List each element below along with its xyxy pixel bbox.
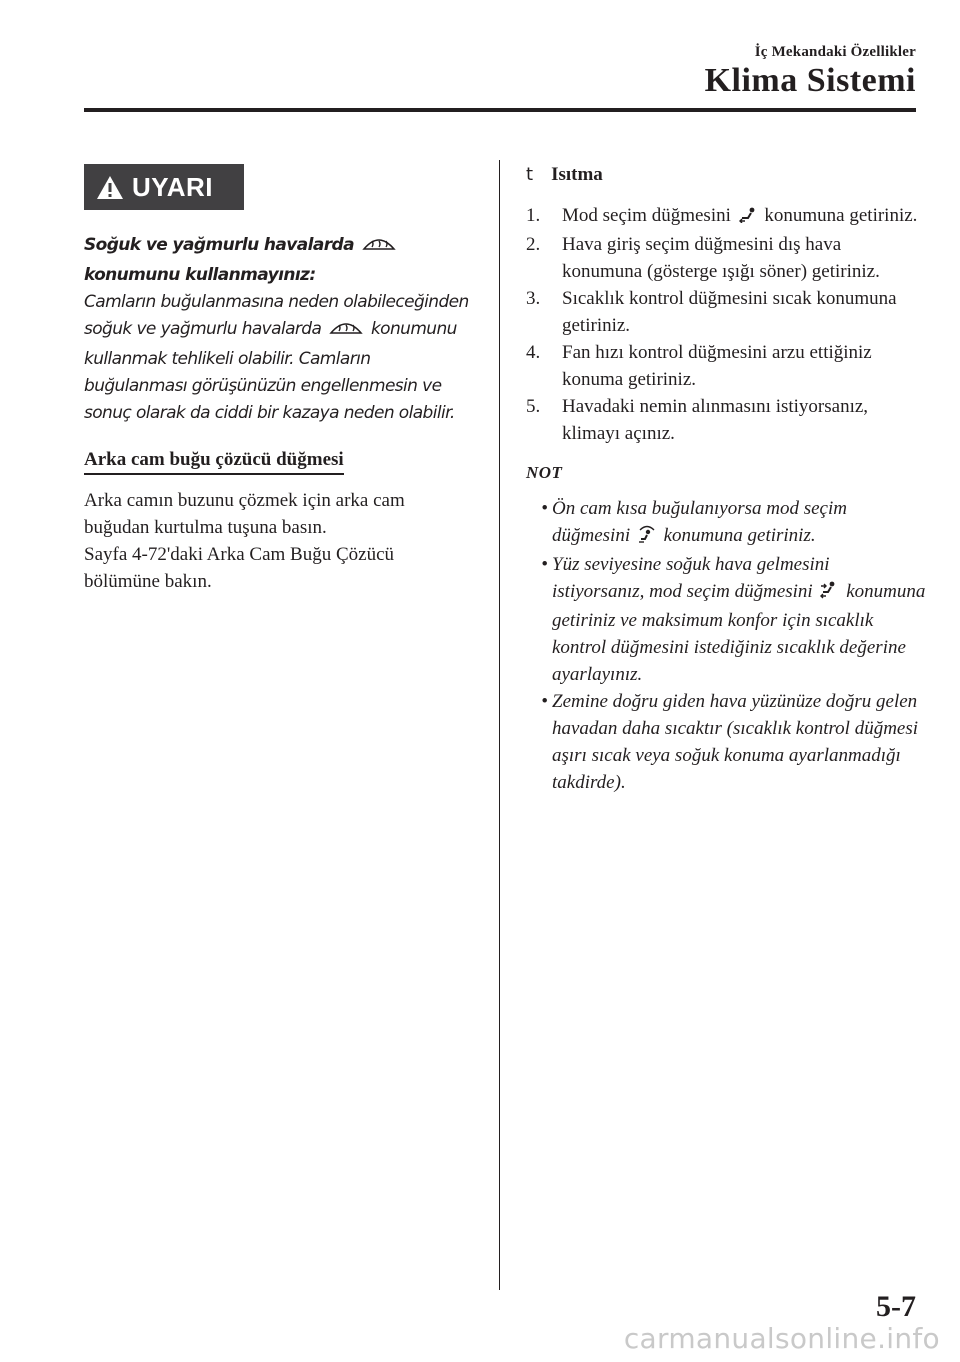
note-text-after: konumuna getiriniz ve maksimum konfor için sıcaklık kontrol düğmesini istediğiniz sıcaklık değerine ayarlayınız. (552, 581, 926, 685)
note-label: NOT (526, 463, 563, 482)
page-number: 5-7 (876, 1290, 916, 1323)
step-text-after: konumuna getiriniz. (764, 205, 918, 226)
warning-title-part1: Soğuk ve yağmurlu havalarda (84, 235, 354, 255)
section-marker: t (526, 164, 534, 185)
step-item (526, 231, 926, 285)
section-title: Klima Sistemi (704, 62, 916, 99)
chapter-subtitle: İç Mekandaki Özellikler (754, 44, 916, 60)
warning-badge-label: UYARI (132, 171, 214, 202)
step-item (526, 202, 926, 231)
step-text (562, 202, 926, 231)
warning-title-part2: konumunu kullanmayınız: (84, 265, 316, 285)
note-text (552, 495, 926, 551)
note-item (526, 688, 926, 796)
step-text-before: Mod seçim düğmesini (562, 205, 731, 226)
note-text-before: Ön cam kısa buğulanıyorsa mod seçim düğmesini (552, 498, 847, 546)
step-number: 3. (526, 288, 541, 309)
warning-body-part2: konumunu kullanmak tehlikeli olabilir. Camların buğulanması görüşünüzün engellenmesin ve sonuç olarak da ciddi bir kazaya neden olabilir. (84, 319, 457, 423)
step-number: 1. (526, 205, 541, 226)
note-item (526, 495, 926, 551)
windshield-defrost-icon (328, 319, 364, 346)
step-text: Hava giriş seçim düğmesini dış hava konumuna (gösterge ışığı söner) getiriniz. (562, 234, 880, 282)
warning-title (84, 232, 470, 289)
step-text: Havadaki nemin alınmasını istiyorsanız, klimayı açınız. (562, 396, 869, 444)
note-item (526, 551, 926, 688)
watermark: carmanualsonline.info (623, 1322, 940, 1355)
step-item (526, 285, 926, 339)
right-column (526, 164, 926, 796)
step-number: 2. (526, 234, 541, 255)
warning-badge (84, 164, 244, 210)
heating-title-text: Isıtma (551, 164, 603, 185)
note-list (526, 495, 926, 796)
step-text: Fan hızı kontrol düğmesini arzu ettiğiniz konuma getiriniz. (562, 342, 872, 390)
step-item (526, 393, 926, 447)
warning-body-part1: Camların buğulanmasına neden olabileceğinden soğuk ve yağmurlu havalarda (84, 292, 469, 339)
warning-triangle-icon (96, 175, 124, 200)
rear-defrost-paragraph (84, 487, 470, 595)
left-column (84, 164, 470, 595)
step-number: 5. (526, 396, 541, 417)
column-divider (499, 160, 500, 1290)
floor-defrost-mode-icon (638, 524, 656, 551)
bullet: • (541, 554, 548, 575)
step-number: 4. (526, 342, 541, 363)
rear-defrost-text-2: Sayfa 4-72'daki Arka Cam Buğu Çözücü bölümüne bakın. (84, 544, 395, 592)
header-divider (84, 108, 916, 112)
windshield-defrost-icon (361, 235, 397, 262)
note-text-after: konumuna getiriniz. (663, 525, 816, 546)
note-text-before: Yüz seviyesine soğuk hava gelmesini istiyorsanız, mod seçim düğmesini (552, 554, 830, 602)
heating-title (526, 164, 926, 186)
bullet: • (541, 498, 548, 519)
warning-body (84, 289, 470, 427)
rear-defrost-text-1: Arka camın buzunu çözmek için arka cam buğudan kurtulma tuşuna basın. (84, 490, 405, 538)
rear-defrost-heading: Arka cam buğu çözücü düğmesi (84, 449, 344, 475)
step-item (526, 339, 926, 393)
note-text (552, 551, 926, 688)
bullet: • (541, 691, 548, 712)
note-text: Zemine doğru giden hava yüzünüze doğru gelen havadan daha sıcaktır (sıcaklık kontrol düğmesi aşırı sıcak veya soğuk konuma ayarlanmadığı takdirde). (552, 691, 919, 793)
heating-steps (526, 202, 926, 447)
floor-mode-icon (739, 204, 757, 231)
step-text: Sıcaklık kontrol düğmesini sıcak konumuna getiriniz. (562, 288, 897, 336)
face-floor-mode-icon (820, 580, 838, 607)
